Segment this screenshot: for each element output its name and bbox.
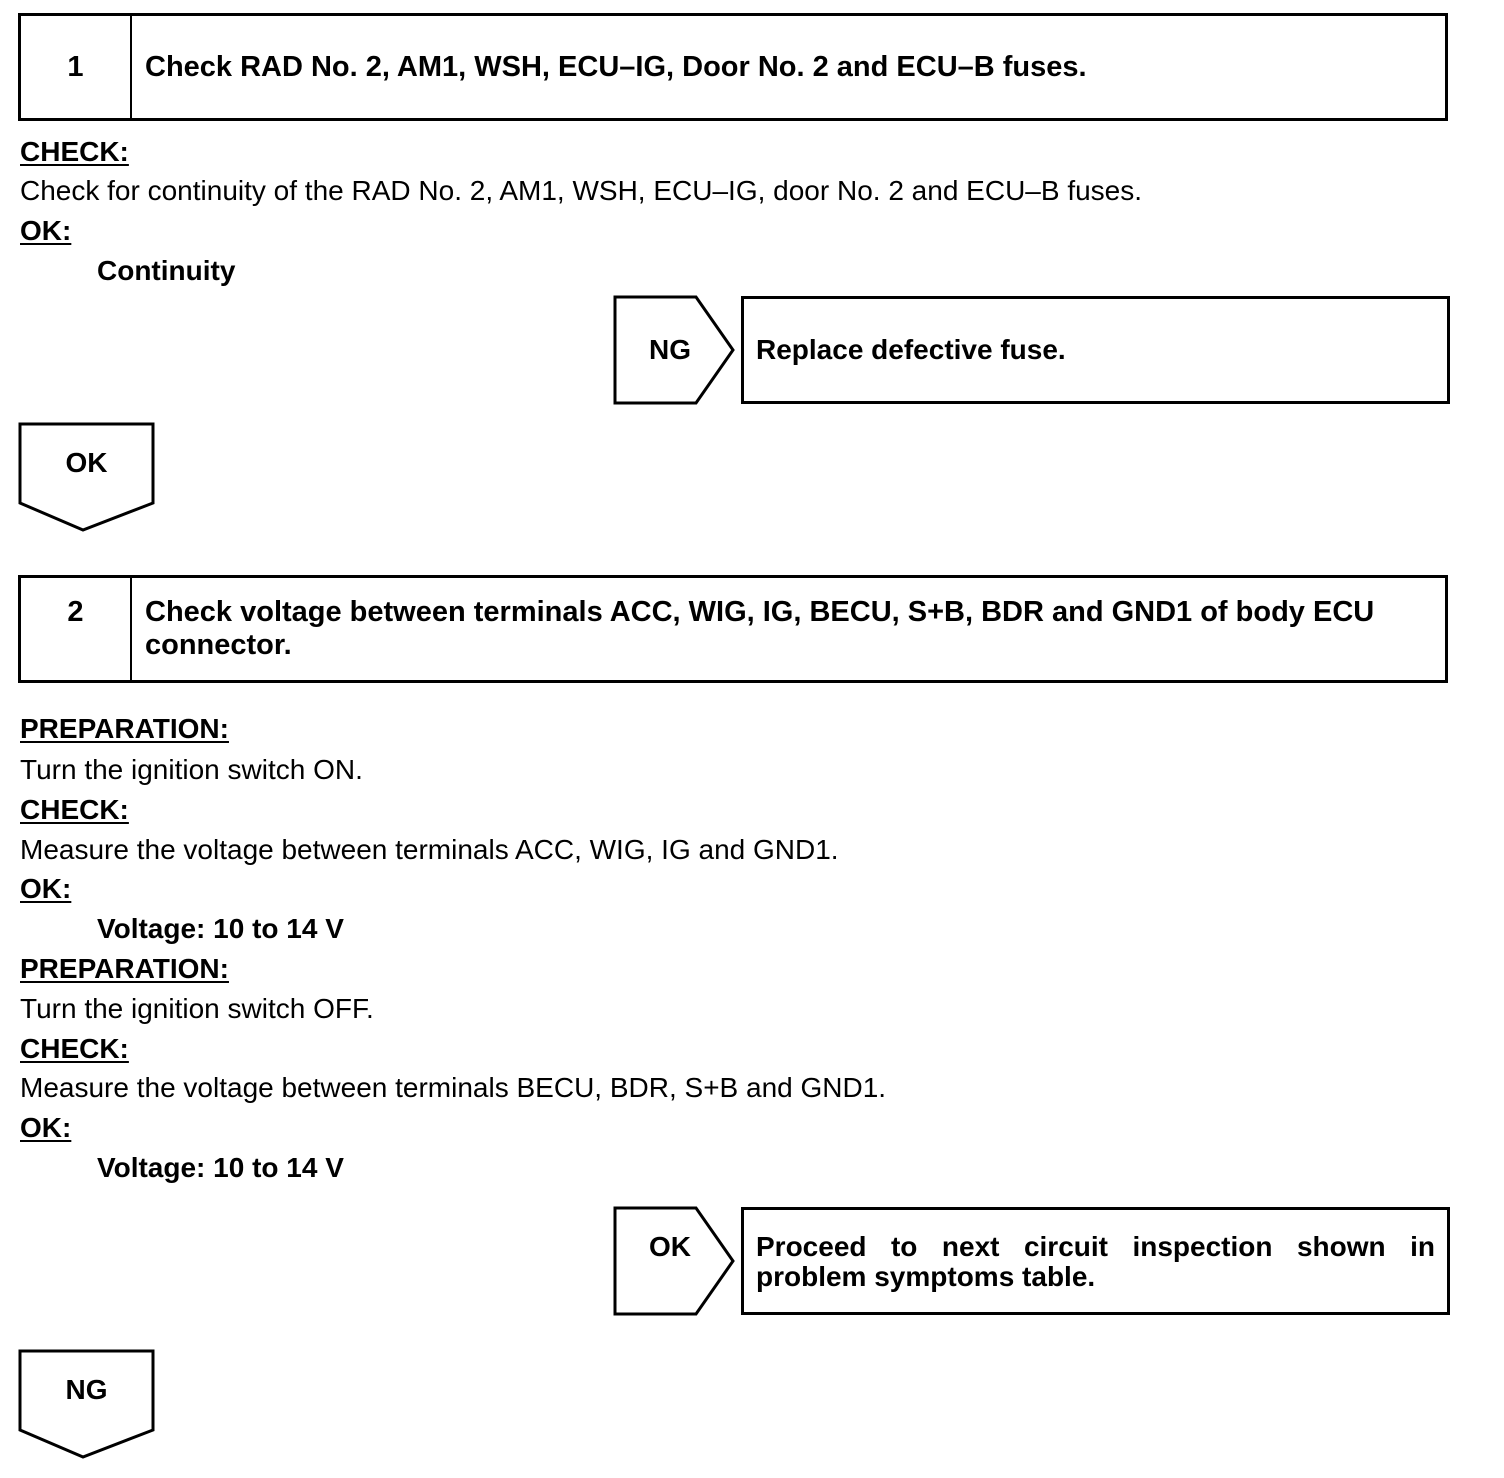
step1-number: 1 [21, 16, 132, 118]
step2-ok2-label: OK: [20, 1112, 72, 1143]
step2-check1-label: CHECK: [20, 794, 129, 825]
step1-title: Check RAD No. 2, AM1, WSH, ECU–IG, Door No. 2 and ECU–B fuses. [145, 51, 1087, 83]
step2-title: Check voltage between terminals ACC, WIG, IG, BECU, S+B, BDR and GND1 of body ECU connector. [145, 596, 1375, 661]
step2-prep1-text: Turn the ignition switch ON. [20, 754, 363, 785]
step1-header [18, 13, 1448, 121]
step2-ok-result-text: Proceed to next circuit inspection shown in problem symptoms table. [756, 1231, 1435, 1292]
step2-ok2-spec: Voltage: 10 to 14 V [97, 1152, 344, 1183]
step2-prep1-label: PREPARATION: [20, 713, 229, 744]
step1-check-text: Check for continuity of the RAD No. 2, AM1, WSH, ECU–IG, door No. 2 and ECU–B fuses. [20, 175, 1143, 206]
step2-prep2-text: Turn the ignition switch OFF. [20, 993, 374, 1024]
step2-ok1-spec: Voltage: 10 to 14 V [97, 913, 344, 944]
step1-ok-spec: Continuity [97, 255, 236, 286]
step1-check-label: CHECK: [20, 136, 129, 167]
step1-ng-result [741, 296, 1450, 404]
step1-ng-arrow-label: NG [649, 334, 691, 365]
step2-check2-label: CHECK: [20, 1033, 129, 1064]
step2-prep2-label: PREPARATION: [20, 953, 229, 984]
step1-ng-result-text: Replace defective fuse. [756, 334, 1066, 365]
step2-header [18, 575, 1448, 683]
step2-check1-text: Measure the voltage between terminals ACC, WIG, IG and GND1. [20, 834, 839, 865]
step2-ok-result [741, 1207, 1450, 1315]
step2-check2-text: Measure the voltage between terminals BECU, BDR, S+B and GND1. [20, 1072, 887, 1103]
step1-ok-label: OK: [20, 215, 72, 246]
step2-ng-arrow-label: NG [65, 1374, 108, 1405]
step2-ok-arrow-label: OK [649, 1231, 691, 1262]
step2-ok1-label: OK: [20, 873, 72, 904]
step2-number: 2 [21, 578, 132, 680]
step1-ok-arrow-label: OK [65, 447, 108, 478]
